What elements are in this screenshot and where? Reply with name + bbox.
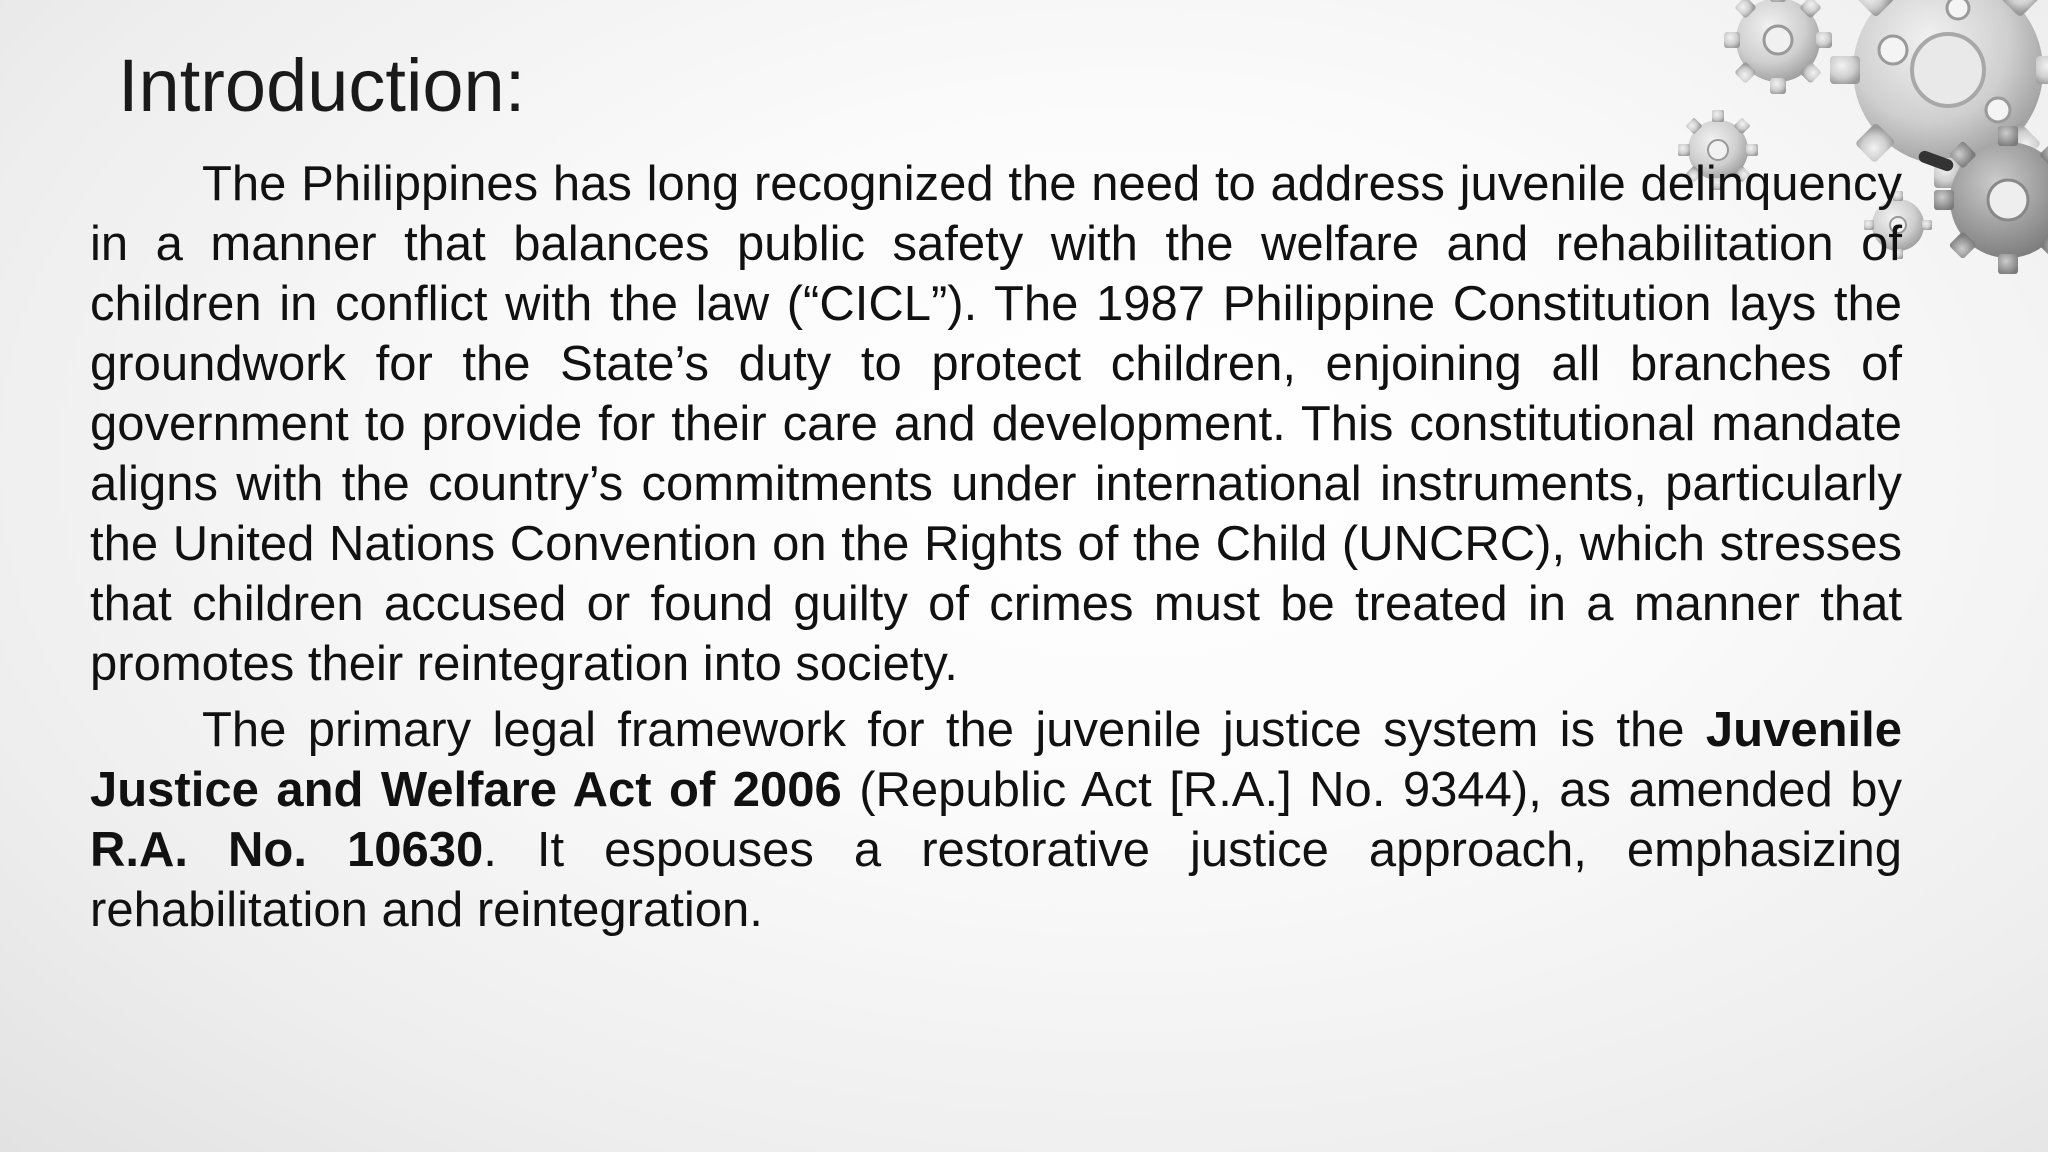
amendment-name: R.A. No. 10630 <box>90 823 484 877</box>
page-title: Introduction: <box>118 44 526 127</box>
paragraph-legal-framework <box>90 700 1902 940</box>
paragraph-intro-text: The primary legal framework for the juvenile justice system is the <box>202 703 1706 757</box>
paragraph-end-text: . It espouses a restorative justice approach, emphasizing rehabilitation and reintegration. <box>90 823 1902 937</box>
paragraph-introduction: The Philippines has long recognized the need to address juvenile delinquency in a manner that balances public safety with the welfare and rehabilitation of children in conflict with the law (“CICL”). The 1987 Philippine Constitution lays the groundwork for the State’s duty to protect children, enjoining all branches of government to provide for their care and development. This constitutional mandate aligns with the country’s commitments under international instruments, particularly the United Nations Convention on the Rights of the Child (UNCRC), which stresses that children accused or found guilty of crimes must be treated in a manner that promotes their reintegration into society. <box>90 157 1902 691</box>
paragraph-mid-text: (Republic Act [R.A.] No. 9344), as amended by <box>841 763 1903 817</box>
body-text <box>90 154 1902 940</box>
act-name: Juvenile Justice and Welfare Act of 2006 <box>90 703 1902 817</box>
